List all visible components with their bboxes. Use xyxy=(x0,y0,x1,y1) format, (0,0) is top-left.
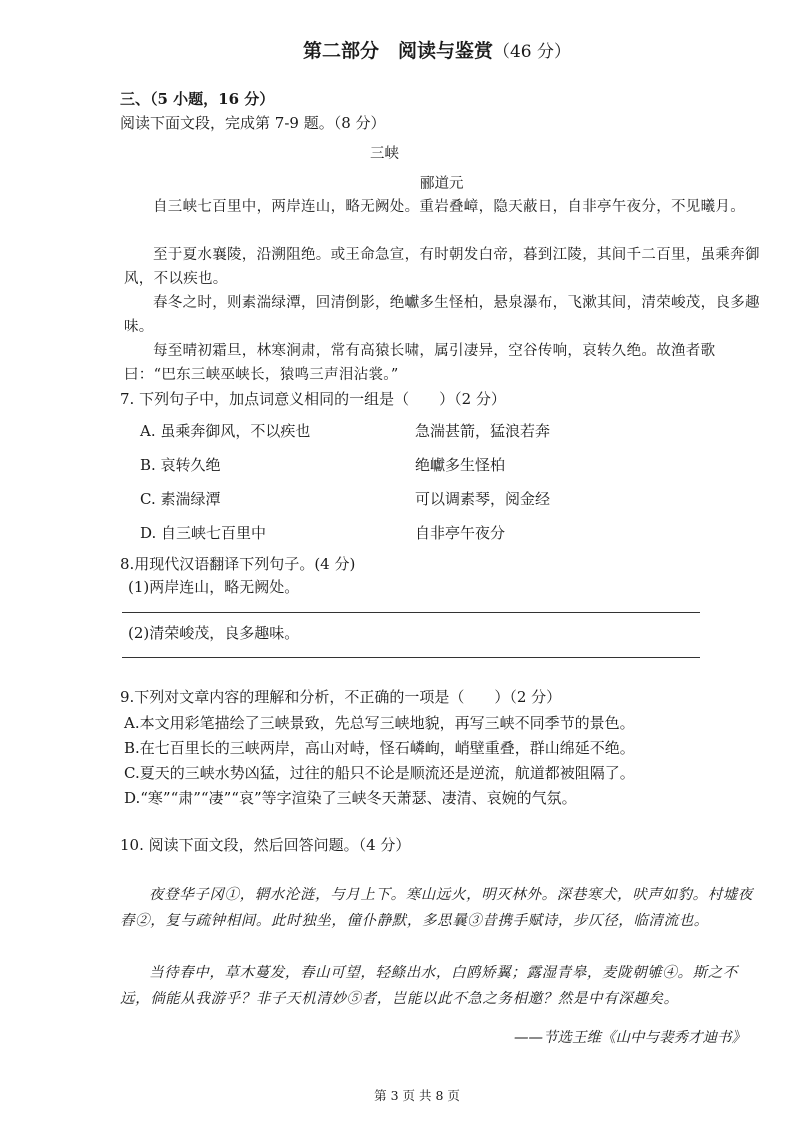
q9-option-a: A.本文用彩笔描绘了三峡景致，先总写三峡地貌，再写三峡不同季节的景色。 xyxy=(124,714,635,732)
q9-stem: 9.下列对文章内容的理解和分析，不正确的一项是（ ）（2 分） xyxy=(120,688,562,706)
q7-option-a: A. 虽乘奔御风，不以疾也 xyxy=(140,422,311,440)
q8-stem: 8.用现代汉语翻译下列句子。(4 分) xyxy=(120,555,356,573)
q9-option-b: B.在七百里长的三峡两岸，高山对峙，怪石嶙峋，峭壁重叠，群山绵延不绝。 xyxy=(124,739,635,757)
passage-author: 郦道元 xyxy=(420,176,464,192)
q8-item-1: (1)两岸连山，略无阙处。 xyxy=(128,578,300,596)
page-number: 第 3 页 共 8 页 xyxy=(374,1088,460,1103)
q7-option-c-pair: 可以调素琴，阅金经 xyxy=(415,490,551,508)
passage-title: 三峡 xyxy=(370,146,399,162)
section-instruction: 阅读下面文段，完成第 7-9 题。（8 分） xyxy=(120,114,386,132)
answer-line[interactable] xyxy=(122,657,700,658)
passage-paragraph: 至于夏水襄陵，沿溯阻绝。或王命急宣，有时朝发白帝，暮到江陵，其间千二百里，虽乘奔御风，不以疾也。 xyxy=(124,247,760,287)
q7-option-a-pair: 急湍甚箭，猛浪若奔 xyxy=(415,422,551,440)
answer-line[interactable] xyxy=(122,612,700,613)
passage-paragraph: 自三峡七百里中，两岸连山，略无阙处。重岩叠嶂，隐天蔽日，自非亭午夜分，不见曦月。 xyxy=(153,199,745,215)
passage-paragraph: 春冬之时，则素湍绿潭，回清倒影，绝巘多生怪柏，悬泉瀑布，飞漱其间，清荣峻茂，良多趣味。 xyxy=(124,295,760,335)
q7-option-d: D. 自三峡七百里中 xyxy=(140,524,267,542)
part-title-text: 第二部分 阅读与鉴赏 xyxy=(302,40,493,62)
section-heading: 三、（5 小题，16 分） xyxy=(120,90,275,108)
q10-paragraph: 夜登华子冈①，辋水沦涟，与月上下。寒山远火，明灭林外。深巷寒犬，吠声如豹。村墟夜舂②，复与疏钟相间。此时独坐，僮仆静默，多思曩③昔携手赋诗，步仄径，临清流也。 xyxy=(120,887,753,929)
part-title xyxy=(0,36,794,63)
q7-option-b: B. 哀转久绝 xyxy=(140,456,221,474)
q9-option-d: D.“寒”“肃”“凄”“哀”等字渲染了三峡冬天萧瑟、凄清、哀婉的气氛。 xyxy=(124,789,577,807)
q9-option-c: C.夏天的三峡水势凶猛，过往的船只不论是顺流还是逆流，航道都被阻隔了。 xyxy=(124,764,635,782)
q10-source: ——节选王维《山中与裴秀才迪书》 xyxy=(514,1030,746,1046)
q7-option-c: C. 素湍绿潭 xyxy=(140,490,221,508)
passage-paragraph: 每至晴初霜旦，林寒涧肃，常有高猿长啸，属引凄异，空谷传响，哀转久绝。故渔者歌曰：“巴东三峡巫峡长，猿鸣三声泪沾裳。” xyxy=(124,343,716,383)
q7-option-d-pair: 自非亭午夜分 xyxy=(415,524,506,542)
q7-option-b-pair: 绝巘多生怪柏 xyxy=(415,456,506,474)
q10-stem: 10. 阅读下面文段，然后回答问题。（4 分） xyxy=(120,836,411,854)
q10-paragraph: 当待春中，草木蔓发，春山可望，轻鲦出水，白鸥矫翼；露湿青皋，麦陇朝雊④。斯之不远，倘能从我游乎？非子天机清妙⑤者，岂能以此不急之务相邀？然是中有深趣矣。 xyxy=(120,965,738,1007)
q7-stem: 7. 下列句子中，加点词意义相同的一组是（ ）（2 分） xyxy=(120,390,506,408)
part-score: （46 分） xyxy=(492,42,572,62)
q8-item-2: (2)清荣峻茂，良多趣味。 xyxy=(128,624,300,642)
